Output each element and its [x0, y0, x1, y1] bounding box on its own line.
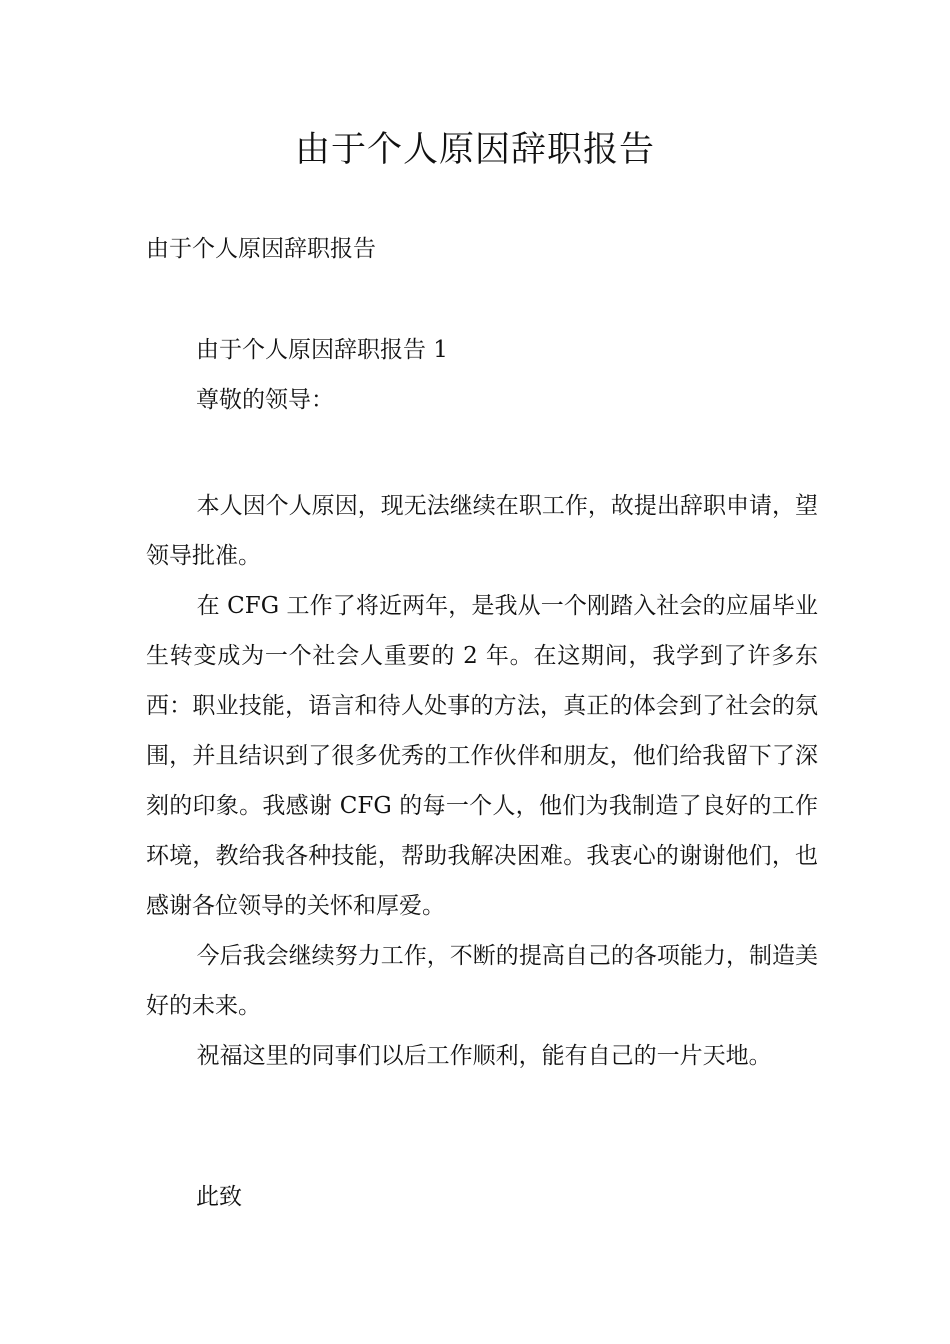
document-subtitle: 由于个人原因辞职报告	[146, 236, 376, 262]
document-title: 由于个人原因辞职报告	[294, 130, 655, 170]
paragraph-best-wishes: 祝福这里的同事们以后工作顺利，能有自己的一片天地。	[196, 1043, 772, 1069]
letter-body	[146, 481, 818, 1081]
paragraph-future-plans: 今后我会继续努力工作，不断的提高自己的各项能力，制造美好的未来。	[146, 943, 818, 1019]
section-heading: 由于个人原因辞职报告 1	[196, 337, 448, 363]
closing: 此致	[196, 1184, 242, 1210]
paragraph-work-experience: 在 CFG 工作了将近两年，是我从一个刚踏入社会的应届毕业生转变成为一个社会人重要的 2 年。在这期间，我学到了许多东西：职业技能，语言和待人处事的方法，真正的体会到了社会的氛围，并且结识到了很多优秀的工作伙伴和朋友，他们给我留下了深刻的印象。我感谢 CFG 的每一个人，他们为我制造了良好的工作环境，教给我各种技能，帮助我解决困难。我衷心的谢谢他们，也感谢各位领导的关怀和厚爱。	[146, 593, 818, 919]
paragraph-resignation-request: 本人因个人原因，现无法继续在职工作，故提出辞职申请，望领导批准。	[146, 493, 818, 569]
salutation: 尊敬的领导：	[196, 387, 334, 413]
